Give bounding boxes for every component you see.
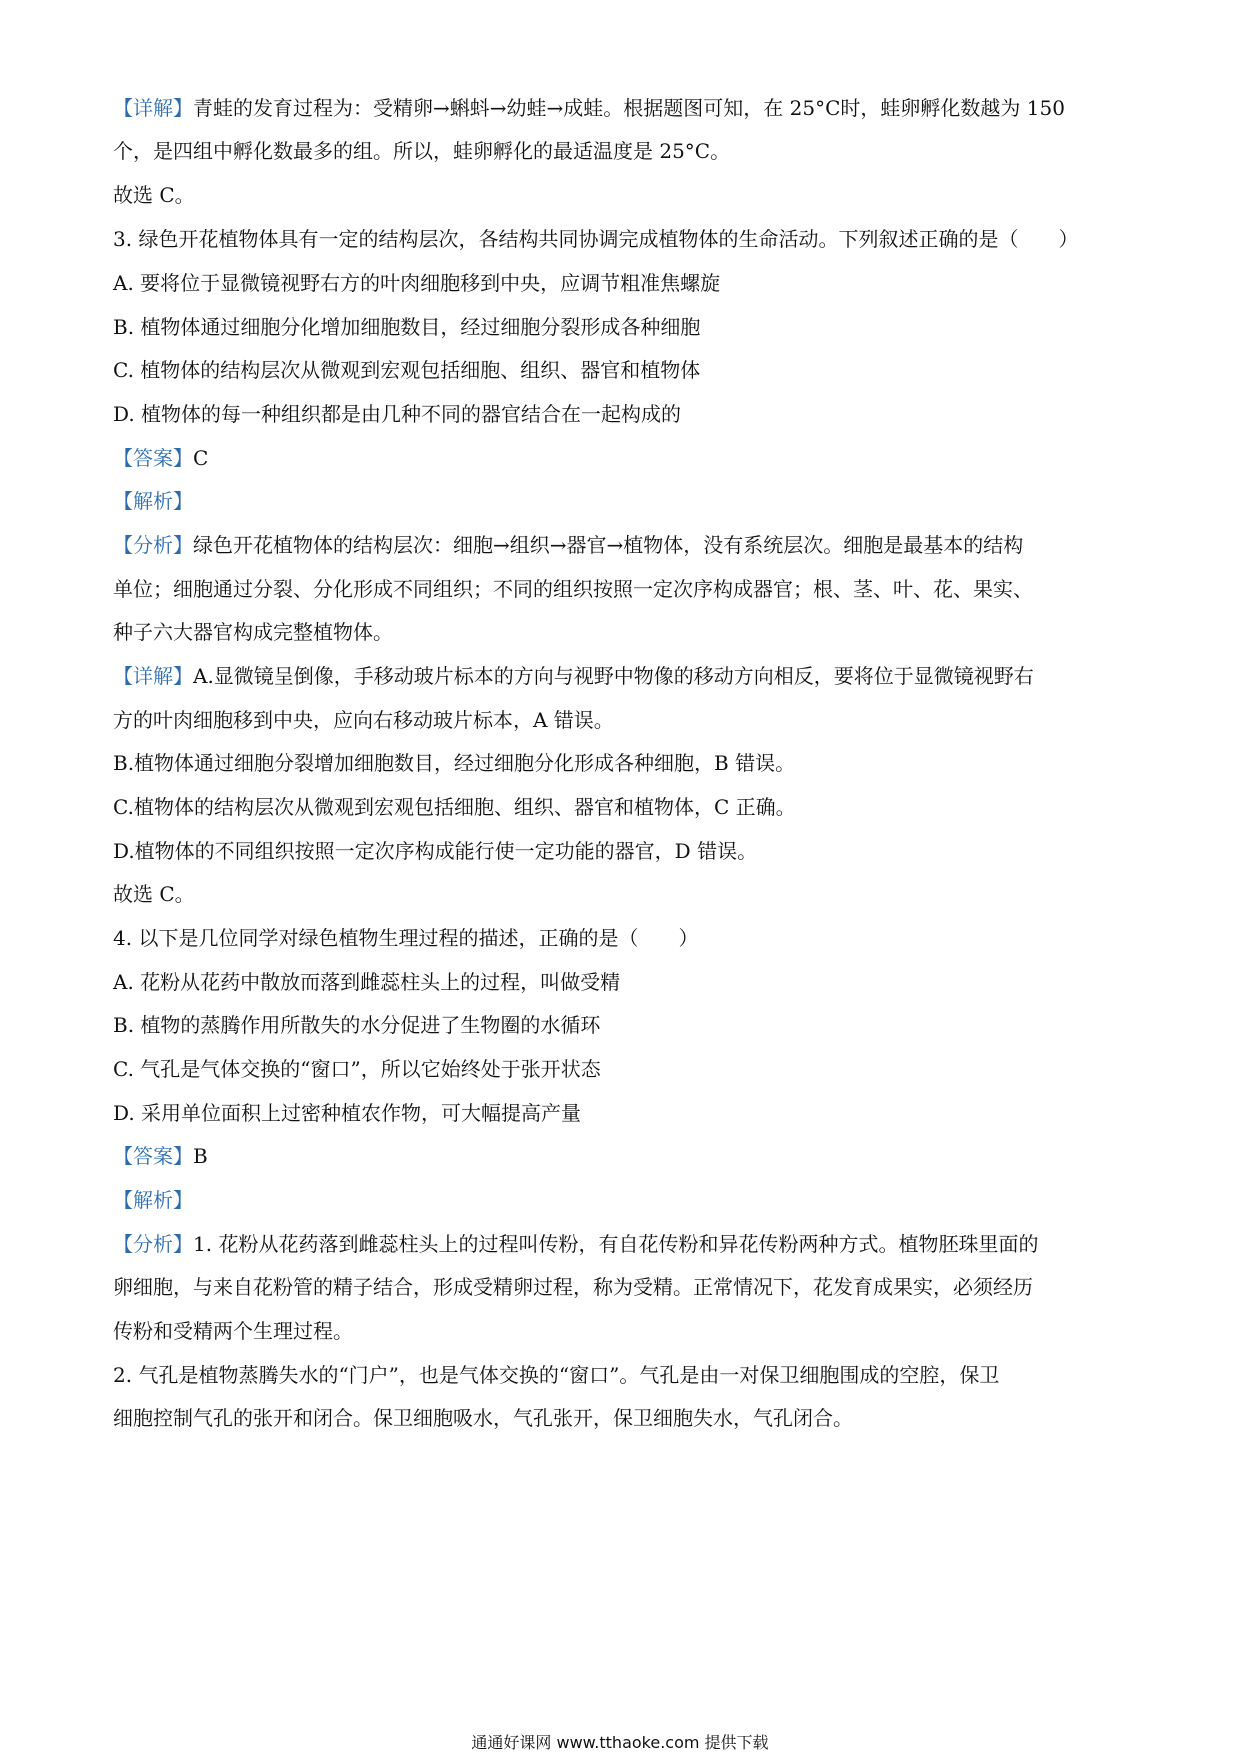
q4-option-c: C. 气孔是气体交换的“窗口”，所以它始终处于张开状态	[113, 1057, 601, 1081]
q3-option-b: B. 植物体通过细胞分化增加细胞数目，经过细胞分裂形成各种细胞	[113, 315, 701, 339]
answer-tag: 【答案】	[113, 1144, 193, 1168]
q3-detail-c: C.植物体的结构层次从微观到宏观包括细胞、组织、器官和植物体，C 正确。	[113, 795, 796, 819]
q3-analysis-heading	[113, 487, 1133, 515]
q2-detail-line-1	[113, 94, 1133, 122]
q2-detail-line-2: 个，是四组中孵化数最多的组。所以，蛙卵孵化的最适温度是 25°C。	[113, 139, 731, 163]
q2-detail-text-1: 青蛙的发育过程为：受精卵→蝌蚪→幼蛙→成蛙。根据题图可知，在 25°C时，蛙卵孵化数越为 150	[193, 96, 1065, 120]
answer-value: B	[193, 1144, 208, 1168]
detail-tag: 【详解】	[113, 664, 193, 688]
q3-option-a: A. 要将位于显微镜视野右方的叶肉细胞移到中央，应调节粗准焦螺旋	[113, 271, 721, 295]
q3-option-d: D. 植物体的每一种组织都是由几种不同的器官结合在一起构成的	[113, 402, 682, 426]
q3-detail-d: D.植物体的不同组织按照一定次序构成能行使一定功能的器官，D 错误。	[113, 839, 758, 863]
q2-conclusion: 故选 C。	[113, 183, 195, 207]
q4-fenxi-text-1: 1. 花粉从花药落到雌蕊柱头上的过程叫传粉，有自花传粉和异花传粉两种方式。植物胚珠里面的	[193, 1232, 1039, 1256]
detail-tag: 【详解】	[113, 96, 193, 120]
q3-fenxi-line-1	[113, 531, 1133, 559]
answer-value: C	[193, 446, 209, 470]
q4-fenxi-line-1	[113, 1230, 1133, 1258]
q4-option-a: A. 花粉从花药中散放而落到雌蕊柱头上的过程，叫做受精	[113, 970, 621, 994]
q4-analysis-heading	[113, 1186, 1133, 1214]
q3-conclusion: 故选 C。	[113, 882, 195, 906]
q4-stem: 4. 以下是几位同学对绿色植物生理过程的描述，正确的是（ ）	[113, 926, 699, 950]
answer-tag: 【答案】	[113, 446, 193, 470]
q4-fenxi-line-4: 2. 气孔是植物蒸腾失水的“门户”，也是气体交换的“窗口”。气孔是由一对保卫细胞围成的空腔，保卫	[113, 1363, 1000, 1387]
q3-detail-line-1	[113, 662, 1133, 690]
q3-fenxi-text-1: 绿色开花植物体的结构层次：细胞→组织→器官→植物体，没有系统层次。细胞是最基本的结构	[193, 533, 1024, 557]
fenxi-tag: 【分析】	[113, 1232, 193, 1256]
q4-option-b: B. 植物的蒸腾作用所散失的水分促进了生物圈的水循环	[113, 1013, 601, 1037]
page-footer: 通通好课网 www.tthaoke.com 提供下载	[471, 1733, 769, 1752]
q3-detail-text-1: A.显微镜呈倒像，手移动玻片标本的方向与视野中物像的移动方向相反，要将位于显微镜视野右	[193, 664, 1034, 688]
fenxi-tag: 【分析】	[113, 533, 193, 557]
analysis-tag: 【解析】	[113, 489, 193, 513]
q3-option-c: C. 植物体的结构层次从微观到宏观包括细胞、组织、器官和植物体	[113, 358, 701, 382]
q4-answer	[113, 1142, 1133, 1170]
q3-fenxi-line-3: 种子六大器官构成完整植物体。	[113, 620, 393, 644]
q3-fenxi-line-2: 单位；细胞通过分裂、分化形成不同组织；不同的组织按照一定次序构成器官；根、茎、叶、花、果实、	[113, 577, 1033, 601]
q4-fenxi-line-2: 卵细胞，与来自花粉管的精子结合，形成受精卵过程，称为受精。正常情况下，花发育成果实，必须经历	[113, 1275, 1033, 1299]
q3-detail-line-2: 方的叶肉细胞移到中央，应向右移动玻片标本，A 错误。	[113, 708, 614, 732]
q4-option-d: D. 采用单位面积上过密种植农作物，可大幅提高产量	[113, 1101, 582, 1125]
q3-detail-b: B.植物体通过细胞分裂增加细胞数目，经过细胞分化形成各种细胞，B 错误。	[113, 751, 796, 775]
q4-fenxi-line-5: 细胞控制气孔的张开和闭合。保卫细胞吸水，气孔张开，保卫细胞失水，气孔闭合。	[113, 1406, 853, 1430]
analysis-tag: 【解析】	[113, 1188, 193, 1212]
q4-fenxi-line-3: 传粉和受精两个生理过程。	[113, 1319, 353, 1343]
q3-stem: 3. 绿色开花植物体具有一定的结构层次，各结构共同协调完成植物体的生命活动。下列叙述正确的是（ ）	[113, 227, 1079, 251]
q3-answer	[113, 444, 1133, 472]
